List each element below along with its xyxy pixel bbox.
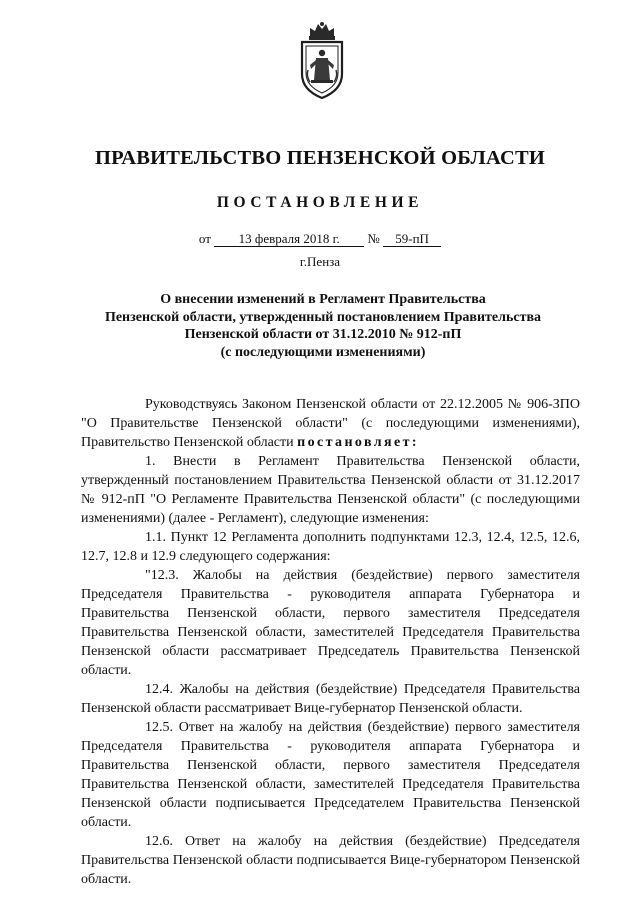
subject-line: Пензенской области от 31.12.2010 № 912-пП bbox=[184, 327, 462, 342]
number-label: № bbox=[367, 231, 380, 246]
from-label: от bbox=[198, 231, 211, 246]
resolves-word: постановляет: bbox=[297, 435, 419, 450]
body-paragraph: 1. Внести в Регламент Правительства Пензенской области, утвержденный постановлением Правительства Пензенской области от 31.12.2017 № 912-пП "О Регламенте Правительства Пензенской области" (с последующими изменениями) (далее - Регламент), следующие изменения: bbox=[81, 454, 580, 526]
city-name: г.Пенза bbox=[299, 254, 341, 269]
preamble-text: Руководствуясь Законом Пензенской области от 22.12.2005 № 906-ЗПО "О Правительстве Пензенской области" (с последующими изменениями), Правительство Пензенской области bbox=[81, 397, 580, 450]
body-paragraph: "12.3. Жалобы на действия (бездействие) первого заместителя Председателя Правительства - руководителя аппарата Губернатора и Правительства Пензенской области, первого заместителя Председателя Правительства Пензенской области, заместителей Председателя Правительства Пензенской области рассматривает Председатель Правительства Пензенской области. bbox=[81, 568, 580, 678]
body-paragraph: 12.4. Жалобы на действия (бездействие) Председателя Правительства Пензенской области рассматривает Вице-губернатор Пензенской области. bbox=[81, 682, 580, 716]
subject-line: Пензенской области, утвержденный постановлением Правительства bbox=[104, 309, 542, 325]
document-date: 13 февраля 2018 г. bbox=[214, 231, 364, 247]
body-paragraph: 1.1. Пункт 12 Регламента дополнить подпунктами 12.3, 12.4, 12.5, 12.6, 12.7, 12.8 и 12.9 следующего содержания: bbox=[81, 530, 580, 564]
government-title: ПРАВИТЕЛЬСТВО ПЕНЗЕНСКОЙ ОБЛАСТИ bbox=[95, 147, 545, 169]
body-paragraph: 12.5. Ответ на жалобу на действия (бездействие) первого заместителя Председателя Правительства - руководителя аппарата Губернатора и Правительства Пензенской области, первого заместителя Председателя Правительства Пензенской области, заместителей Председателя Правительства Пензенской области подписывается Председателем Правительства Пензенской области. bbox=[81, 720, 580, 830]
document-subject bbox=[88, 291, 558, 361]
preamble-paragraph bbox=[81, 395, 580, 452]
subject-line: О внесении изменений в Регламент Правительства bbox=[160, 292, 486, 307]
document-type: ПОСТАНОВЛЕНИЕ bbox=[216, 194, 424, 211]
subject-line: (с последующими изменениями) bbox=[220, 344, 426, 360]
document-body bbox=[81, 395, 580, 889]
coat-of-arms-icon bbox=[296, 20, 348, 100]
date-number-line bbox=[0, 231, 640, 247]
document-number: 59-пП bbox=[383, 231, 441, 247]
body-paragraph: 12.6. Ответ на жалобу на действия (бездействие) Председателя Правительства Пензенской области подписывается Вице-губернатором Пензенской области. bbox=[81, 834, 580, 887]
